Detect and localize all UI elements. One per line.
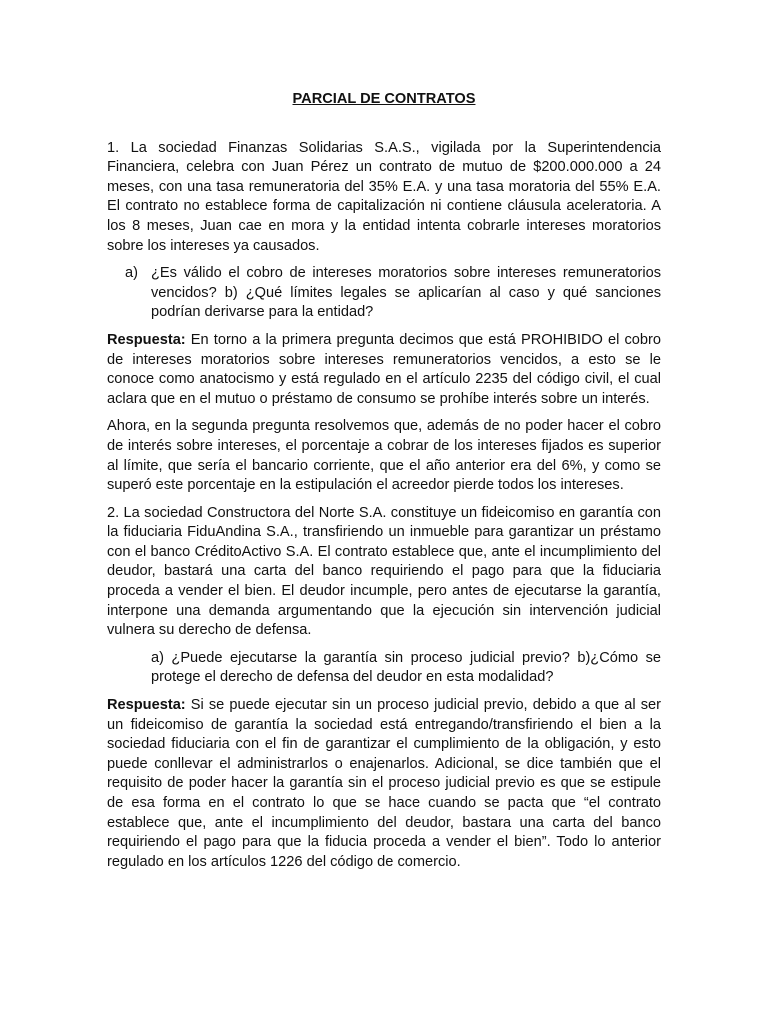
answer-1-continuation: Ahora, en la segunda pregunta resolvemos que, además de no poder hacer el cobro de interés sobre intereses, el porcentaje a cobrar de los intereses fijados es superior al límite, que sería el bancario corriente, que el año anterior era del 6%, y como se superó este porcentaje en la estipulación el acreedor pierde todos los intereses. [107, 418, 661, 494]
question-2-text: 2. La sociedad Constructora del Norte S.A. constituye un fideicomiso en garantía con la fiduciaria FiduAndina S.A., transfiriendo un inmueble para garantizar un préstamo con el banco CréditoActivo S.A. El contrato establece que, ante el incumplimiento del deudor, bastará una carta del banco requiriendo el pago para que la fiduciaria proceda a vender el bien. El deudor incumple, pero antes de ejecutarse la garantía, interpone una demanda argumentando que la ejecución sin intervención judicial vulnera su derecho de defensa. [107, 504, 661, 639]
answer-2-text: Si se puede ejecutar sin un proceso judicial previo, debido a que al ser un fideicomiso de garantía la sociedad está entregando/transfiriendo el bien a la sociedad fiduciaria con el fin de garantizar el cumplimiento de la obligación, y esto puede conllevar el administrarlos o enajenarlos. Adicional, se dice también que el requisito de poder hacer la garantía sin el proceso judicial previo es que se estipule de esa forma en el contrato lo que se hace cuando se pacta que “el contrato establece que, ante el incumplimiento del deudor, bastara una carta del banco requiriendo el pago para que la fiducia proceda a vender el bien”. Todo lo anterior regulado en los artículos 1226 del código de comercio. [107, 697, 661, 870]
answer-1-text: En torno a la primera pregunta decimos que está PROHIBIDO el cobro de intereses moratorios sobre intereses remuneratorios vencidos, a esto se le conoce como anatocismo y está regulado en el artículo 2235 del código civil, el cual aclara que en el mutuo o préstamo de consumo se prohíbe interés sobre un interés. [107, 331, 661, 407]
answer-1 [107, 331, 661, 409]
question-1-text: 1. La sociedad Finanzas Solidarias S.A.S., vigilada por la Superintendencia Financiera, celebra con Juan Pérez un contrato de mutuo de $200.000.000 a 24 meses, con una tasa remuneratoria del 35% E.A. y una tasa moratoria del 55% E.A. El contrato no establece forma de capitalización ni contiene cláusula aceleratoria. A los 8 meses, Juan cae en mora y la entidad intenta cobrarle intereses moratorios sobre los intereses ya causados. [107, 139, 661, 254]
document-title: PARCIAL DE CONTRATOS [292, 91, 476, 107]
document-page [107, 90, 661, 880]
question-1-sub-marker: a) [125, 265, 138, 282]
answer-1-label: Respuesta: [107, 331, 186, 348]
question-1-sub-text: ¿Es válido el cobro de intereses moratorios sobre intereses remuneratorios vencidos? b) ¿Qué límites legales se aplicarían al caso y qué sanciones podrían derivarse para la entidad? [151, 265, 661, 321]
question-2-subquestion: a) ¿Puede ejecutarse la garantía sin proceso judicial previo? b)¿Cómo se protege el derecho de defensa del deudor en esta modalidad? [151, 649, 661, 686]
answer-2-label: Respuesta: [107, 697, 186, 714]
answer-2 [107, 696, 661, 872]
question-1-subquestion [107, 264, 661, 323]
